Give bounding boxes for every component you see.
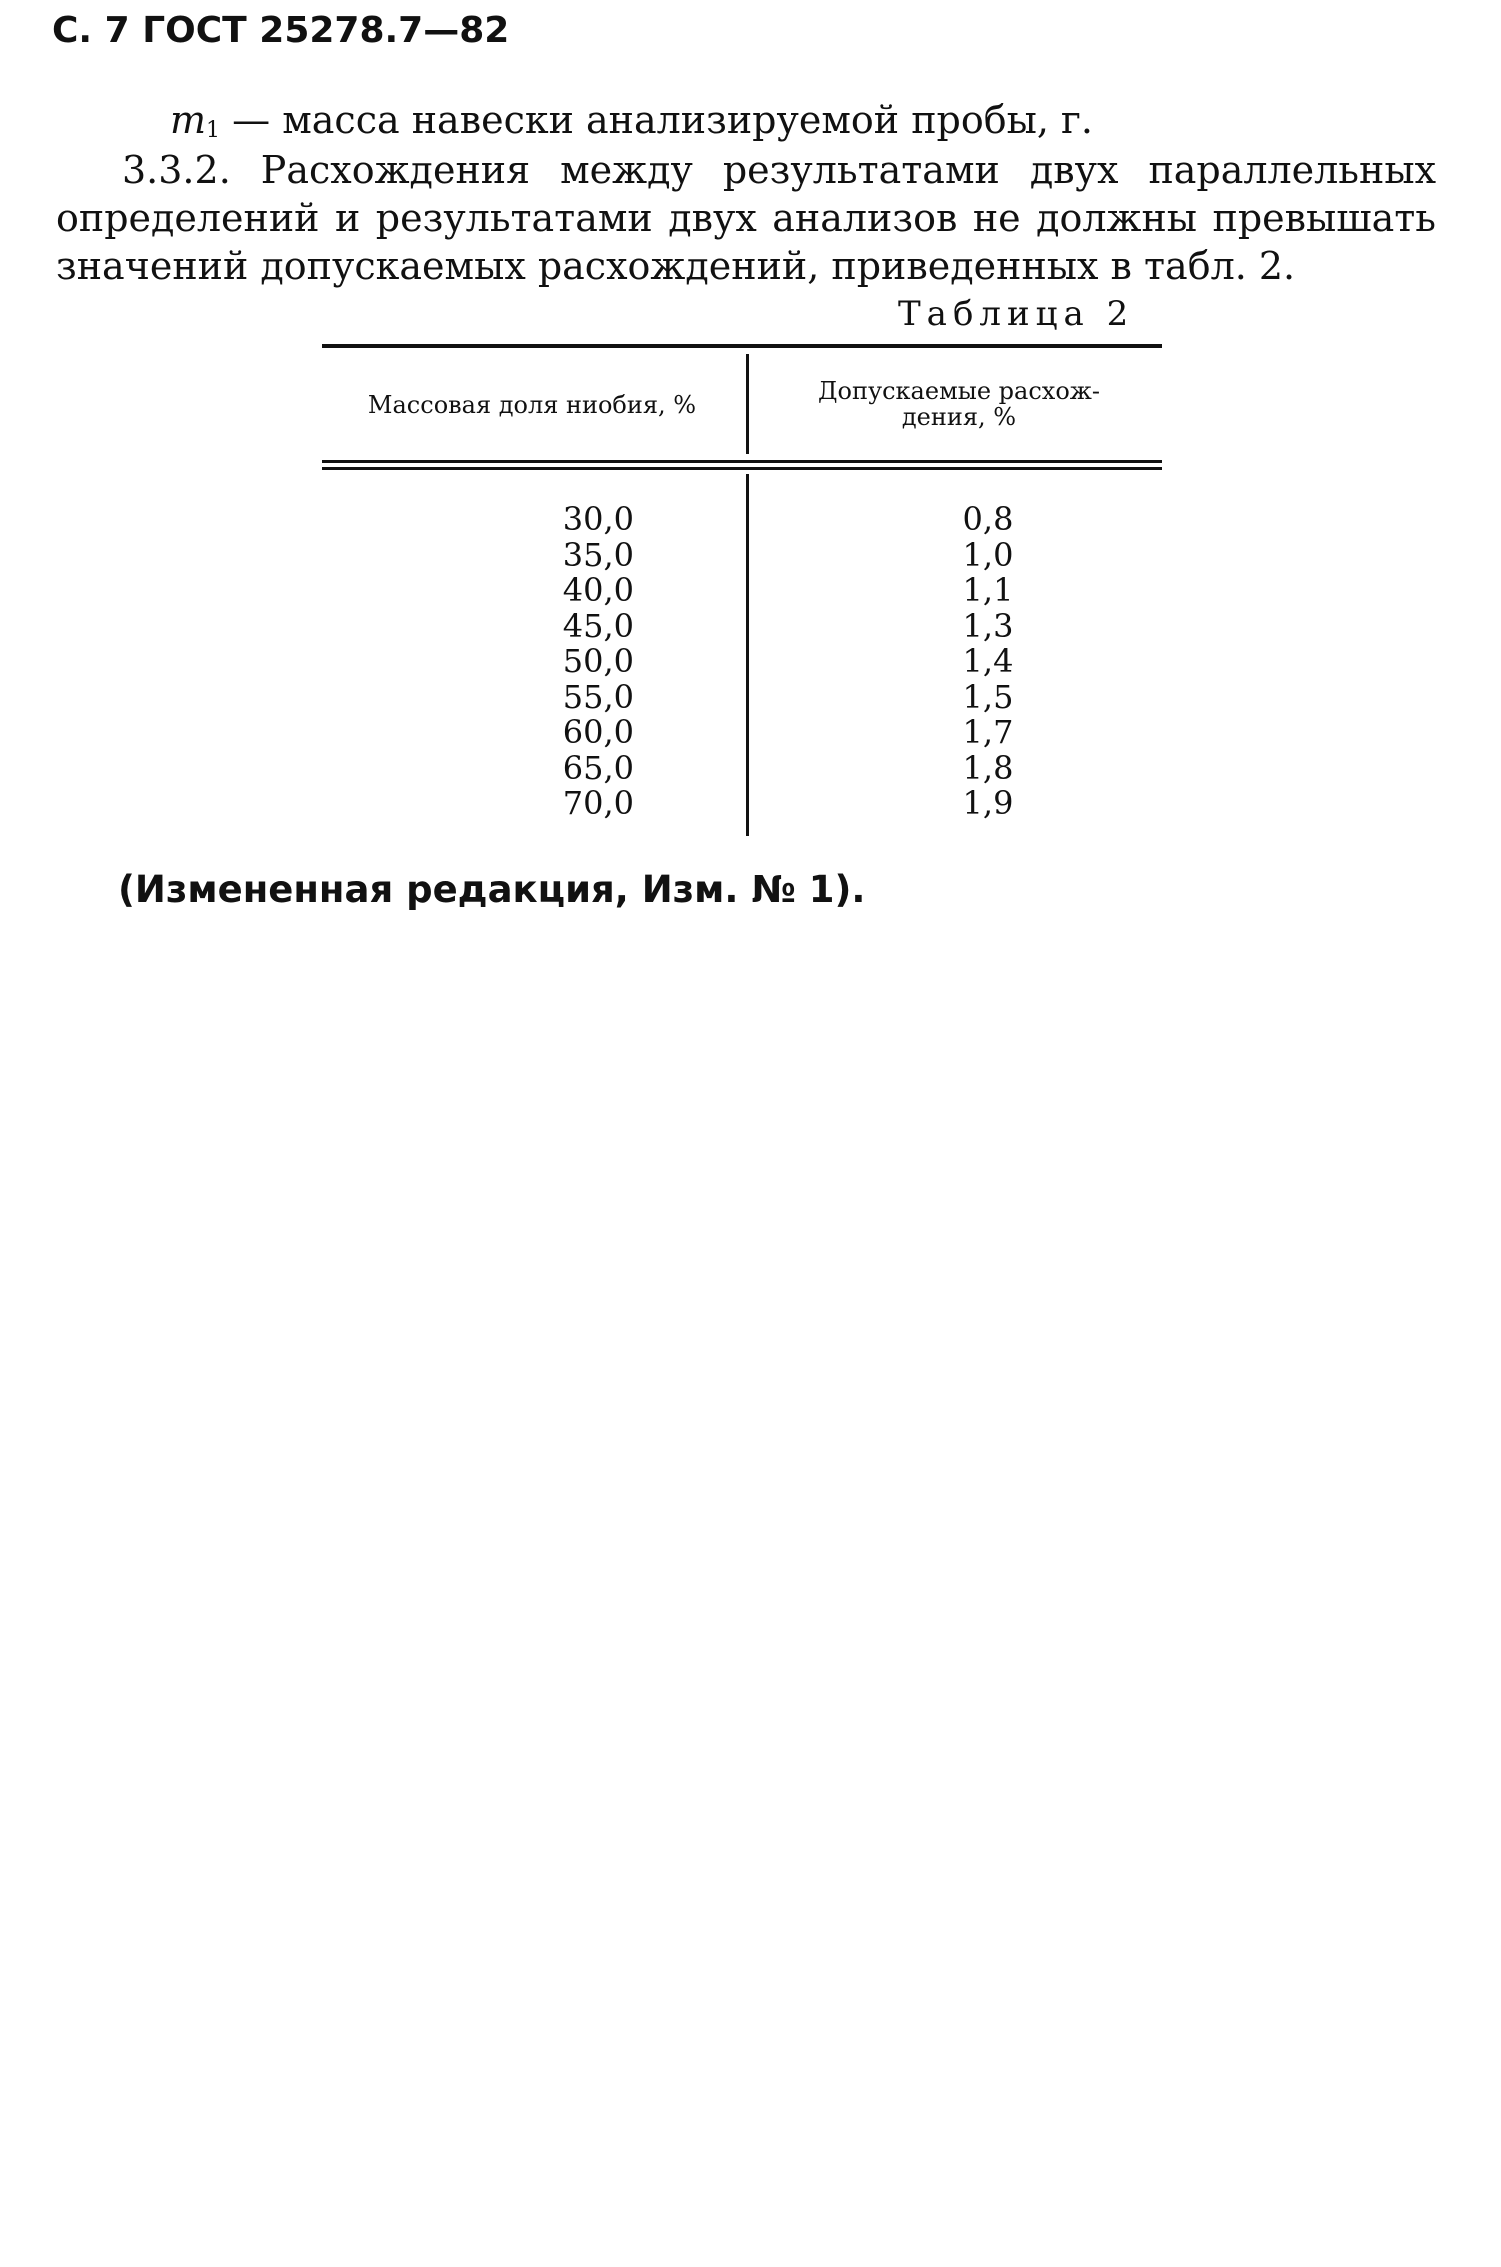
paragraph-line: определений и результатами двух анализов не должны превышать — [56, 196, 1436, 240]
table-cell: 1,7 — [962, 713, 1014, 751]
table-cell: 60,0 — [562, 713, 634, 751]
page-header: С. 7 ГОСТ 25278.7—82 — [52, 10, 510, 51]
clause-3-3-2 — [56, 146, 1436, 290]
table-cell: 50,0 — [562, 642, 634, 680]
formula-subscript: 1 — [206, 118, 221, 143]
column-header-tolerance-line: Допускаемые расхож- — [818, 377, 1100, 405]
table-cell: 30,0 — [562, 500, 634, 538]
table-cell: 45,0 — [562, 606, 634, 645]
amendment-note: (Измененная редакция, Изм. № 1). — [118, 868, 866, 911]
formula-variable: m — [170, 98, 207, 142]
table-cell: 1,5 — [962, 677, 1014, 716]
table-cell: 1,4 — [962, 642, 1014, 680]
table-cell: 55,0 — [562, 677, 634, 716]
table-header-double-rule — [322, 460, 1162, 470]
table-body-divider — [746, 474, 749, 836]
paragraph-line: значений допускаемых расхождений, приведенных в табл. 2. — [56, 244, 1296, 288]
column-header-tolerance-line: дения, % — [901, 403, 1017, 431]
table-cell: 1,1 — [962, 571, 1014, 609]
table-top-rule — [322, 344, 1162, 348]
table-cell: 1,3 — [962, 606, 1014, 645]
table-2 — [322, 344, 1162, 838]
table-cell: 40,0 — [562, 571, 634, 609]
table-cell: 35,0 — [562, 535, 634, 574]
column-header-tolerance — [756, 378, 1162, 430]
table-cell: 1,0 — [962, 535, 1014, 574]
table-cell: 70,0 — [562, 784, 634, 822]
tolerance-column — [932, 502, 1044, 822]
table-caption: Таблица 2 — [898, 294, 1135, 334]
mass-fraction-column — [522, 502, 634, 822]
paragraph-line: 3.3.2. Расхождения между результатами двух параллельных — [122, 148, 1436, 192]
formula-definition — [170, 98, 1093, 143]
table-cell: 65,0 — [562, 748, 634, 787]
formula-description: — масса навески анализируемой пробы, г. — [220, 98, 1093, 142]
table-cell: 0,8 — [962, 500, 1014, 538]
table-header-divider — [746, 354, 749, 454]
table-cell: 1,8 — [962, 748, 1014, 787]
column-header-mass-fraction: Массовая доля ниобия, % — [367, 391, 697, 419]
table-cell: 1,9 — [962, 784, 1014, 822]
